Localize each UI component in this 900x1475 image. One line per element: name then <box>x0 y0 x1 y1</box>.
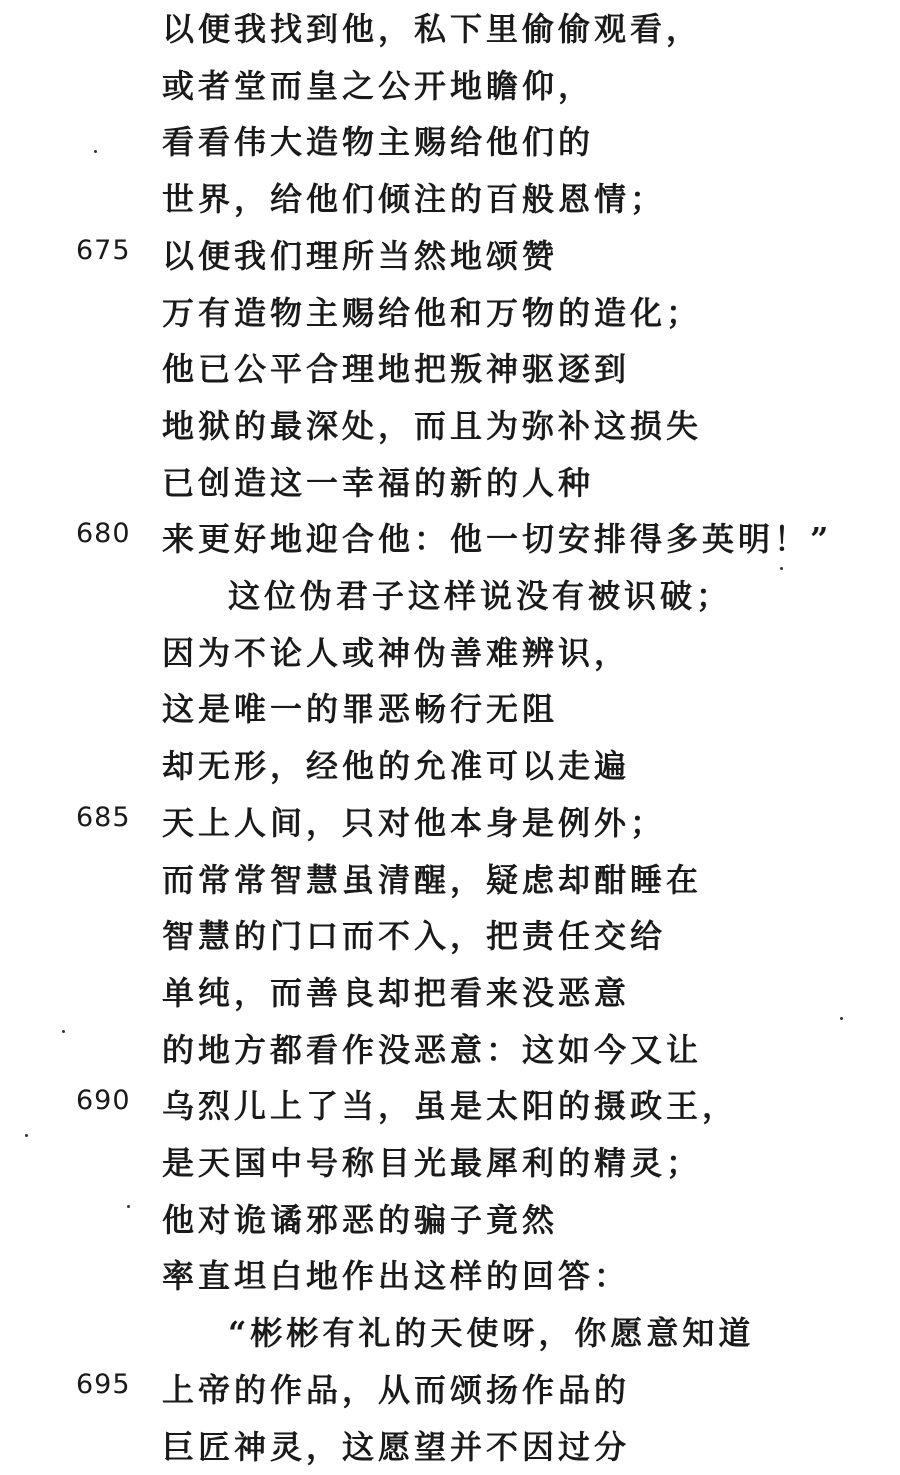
line-number: 685 <box>76 801 131 833</box>
poem-line <box>0 0 900 57</box>
line-text: 以便我找到他，私下里偷偷观看， <box>162 10 703 48</box>
line-number: 695 <box>76 1368 131 1400</box>
poem-line <box>0 227 900 284</box>
line-text: 巨匠神灵，这愿望并不因过分 <box>162 1427 631 1466</box>
poem-line <box>0 737 900 794</box>
line-text: 天上人间，只对他本身是例外； <box>162 803 667 842</box>
line-text: 上帝的作品，从而颂扬作品的 <box>162 1370 631 1409</box>
poem-line <box>0 397 900 454</box>
line-text: 他已公平合理地把叛神驱逐到 <box>162 350 631 389</box>
poem-line <box>0 680 900 737</box>
line-text: 已创造这一幸福的新的人种 <box>162 463 595 502</box>
line-text: 单纯，而善良却把看来没恶意 <box>162 973 631 1012</box>
line-text: 率直坦白地作出这样的回答： <box>162 1257 631 1296</box>
poem-line <box>0 567 900 624</box>
poem-line <box>0 170 900 227</box>
poem-line <box>0 964 900 1021</box>
line-text: 是天国中号称目光最犀利的精灵； <box>162 1144 703 1182</box>
line-text: 来更好地迎合他：他一切安排得多英明！” <box>162 520 833 559</box>
line-text: 地狱的最深处，而且为弥补这损失 <box>162 406 703 445</box>
line-text: 世界，给他们倾注的百般恩情； <box>162 180 667 219</box>
poem-line <box>0 851 900 908</box>
line-text: 而常常智慧虽清醒，疑虑却酣睡在 <box>162 860 703 899</box>
scan-speck <box>94 150 97 153</box>
line-number: 690 <box>76 1085 131 1117</box>
poem-line <box>0 1361 900 1418</box>
line-text: 乌烈儿上了当，虽是太阳的摄政王， <box>162 1087 739 1126</box>
poem-line <box>0 1191 900 1248</box>
line-text: 智慧的门口而不入，把责任交给 <box>162 917 667 956</box>
line-text: 因为不论人或神伪善难辨识， <box>162 633 631 672</box>
line-text: 这位伪君子这样说没有被识破； <box>228 577 733 615</box>
poem-line <box>0 454 900 511</box>
line-text: 万有造物主赐给他和万物的造化； <box>162 293 703 332</box>
poem-line <box>0 1418 900 1475</box>
poem-line <box>0 794 900 851</box>
line-number: 680 <box>76 518 131 550</box>
line-text: 看看伟大造物主赐给他们的 <box>162 123 595 162</box>
poem-line <box>0 57 900 114</box>
line-text: “彬彬有礼的天使呀，你愿意知道 <box>228 1314 755 1353</box>
poem-line <box>0 1077 900 1134</box>
scan-speck <box>62 1030 65 1033</box>
poem-line <box>0 1021 900 1078</box>
scan-speck <box>780 567 783 570</box>
scan-speck <box>25 1134 28 1137</box>
poem-line <box>0 284 900 341</box>
poem-line <box>0 907 900 964</box>
line-text: 他对诡谲邪恶的骗子竟然 <box>162 1200 559 1239</box>
line-text: 的地方都看作没恶意：这如今又让 <box>162 1030 703 1069</box>
scan-speck <box>840 1017 843 1020</box>
poem-line <box>0 1247 900 1304</box>
poem-line <box>0 113 900 170</box>
poem-line <box>0 510 900 567</box>
scan-speck <box>127 1205 130 1208</box>
line-number: 675 <box>76 234 131 266</box>
poem-line <box>0 340 900 397</box>
poem-line <box>0 624 900 681</box>
line-text: 以便我们理所当然地颂赞 <box>162 236 559 275</box>
line-text: 却无形，经他的允准可以走遍 <box>162 747 631 786</box>
line-text: 这是唯一的罪恶畅行无阻 <box>162 690 559 729</box>
poem-line <box>0 1134 900 1191</box>
line-text: 或者堂而皇之公开地瞻仰， <box>162 66 595 105</box>
poem-line <box>0 1304 900 1361</box>
